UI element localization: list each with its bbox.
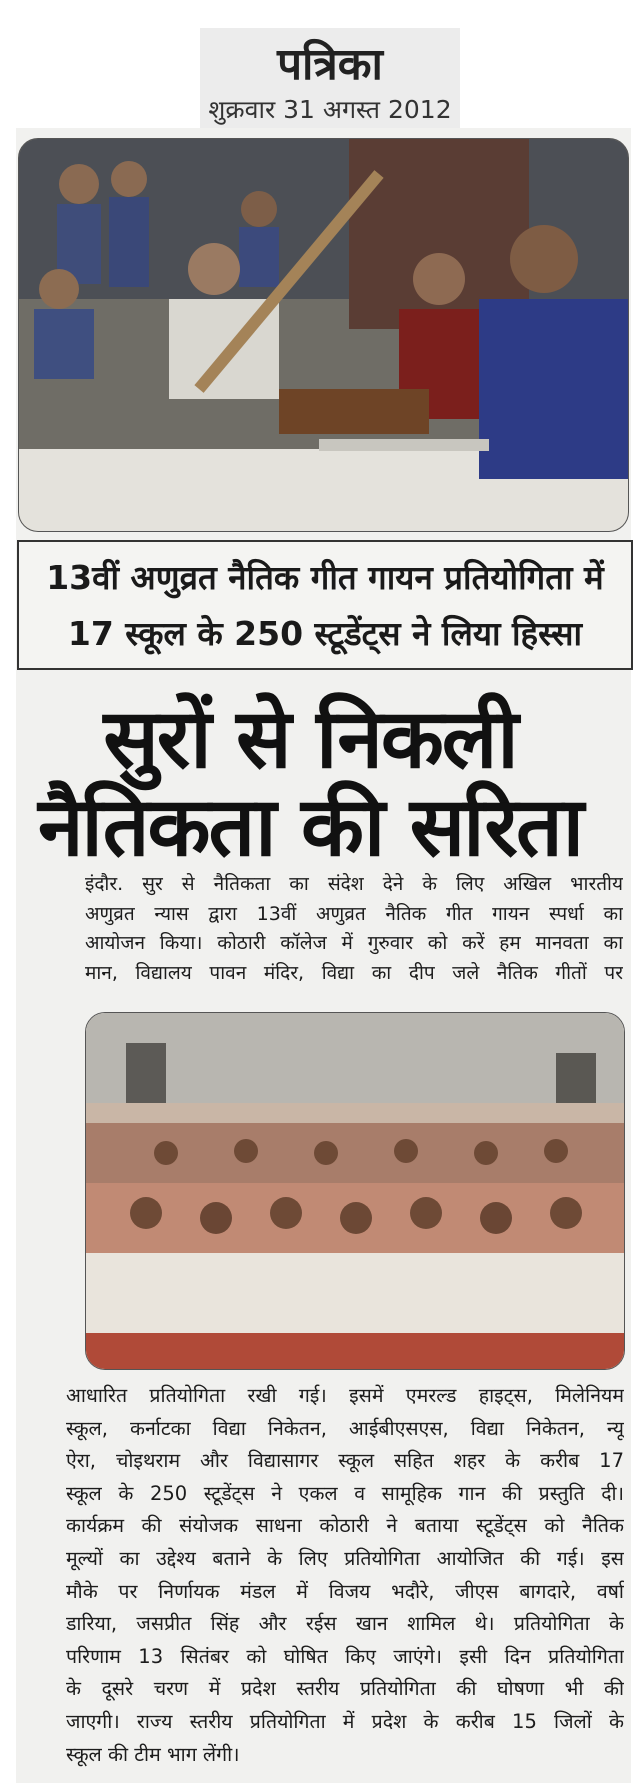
article-line: डारिया, जसप्रीत सिंह और रईस खान शामिल थे। प्रतियोगिता के [66,1612,624,1636]
students-group-photo [85,1012,625,1370]
article-line: आधारित प्रतियोगिता रखी गई। इसमें एमरल्ड हाइट्स, मिलेनियम [66,1384,624,1407]
subheadline-line-1: 13वीं अणुव्रत नैतिक गीत गायन प्रतियोगिता में [46,558,604,597]
article-line: आयोजन किया। कोठारी कॉलेज में गुरुवार को करें हम मानवता का [85,932,623,955]
article-line: इंदौर. सुर से नैतिकता का संदेश देने के लिए अखिल भारतीय [85,873,623,895]
article-line: अणुव्रत न्यास द्वारा 13वीं अणुव्रत नैतिक गीत गायन स्पर्धा का [85,902,623,925]
article-line: जाएगी। राज्य स्तरीय प्रतियोगिता में प्रदेश के करीब 15 जिलों के [66,1709,624,1733]
article-line: परिणाम 13 सितंबर को घोषित किए जाएंगे। इसी दिन प्रतियोगिता [66,1644,624,1668]
article-paragraph-2 [66,1380,624,1780]
headline-line-1: सुरों से निकली [103,692,517,787]
subheadline-box [17,540,633,670]
performance-photo [18,138,629,532]
subheadline-line-2: 17 स्कूल के 250 स्टूडेंट्स ने लिया हिस्सा [67,614,583,653]
newspaper-name: पत्रिका [277,39,383,90]
article-line: स्कूल के 250 स्टूडेंट्स ने एकल व सामूहिक गान की प्रस्तुति दी। [66,1481,624,1505]
article-line: ऐरा, चोइथराम और विद्यासागर स्कूल सहित शहर के करीब 17 [66,1449,624,1473]
publication-date: शुक्रवार 31 अगस्त 2012 [208,95,452,124]
article-line: स्कूल, कर्नाटका विद्या निकेतन, आईबीएसएस, विद्या निकेतन, न्यू [66,1416,624,1440]
article-paragraph-1 [85,870,623,994]
headline-line-2: नैतिकता की सरिता [38,780,582,875]
newspaper-masthead [200,28,460,136]
article-line: मौके पर निर्णायक मंडल में विजय भदौरे, जीएस बागदारे, वर्षा [66,1579,624,1603]
article-line: मान, विद्यालय पावन मंदिर, विद्या का दीप जले नैतिक गीतों पर [85,961,623,984]
article-line: स्कूल की टीम भाग लेंगी। [66,1742,240,1766]
article-line: कार्यक्रम की संयोजक साधना कोठारी ने बताया स्टूडेंट्स को नैतिक [66,1514,624,1538]
article-line: के दूसरे चरण में प्रदेश स्तरीय प्रतियोगिता की घोषणा भी की [66,1677,624,1701]
article-line: मूल्यों का उद्देश्य बताने के लिए प्रतियोगिता आयोजित की गई। इस [66,1546,624,1570]
